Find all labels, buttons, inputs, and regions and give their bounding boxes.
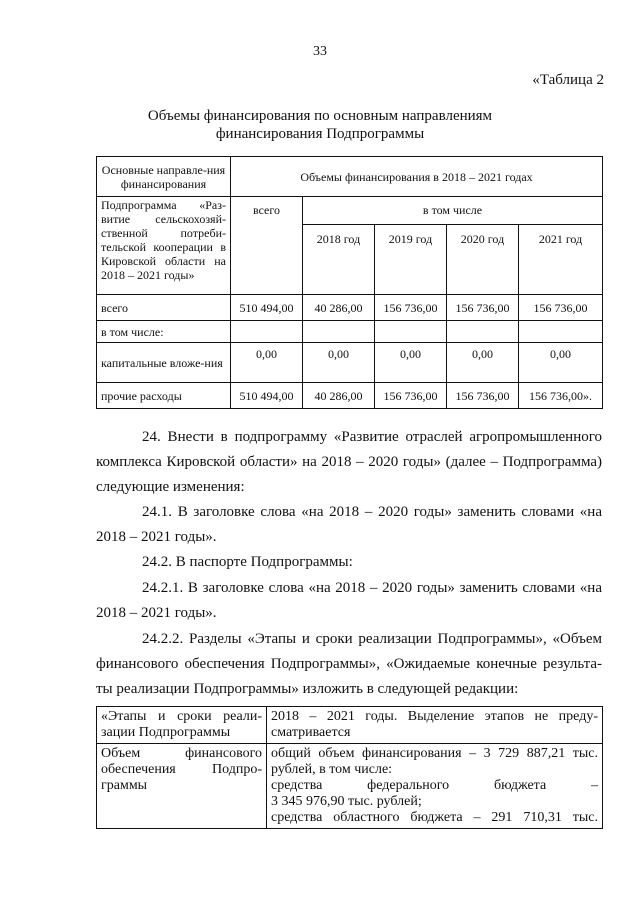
heading-line-2: финансирования Подпрограммы	[215, 126, 425, 142]
paragraph-24-2-1	[96, 576, 602, 626]
heading-line-1: Объемы финансирования по основным направлениям	[147, 108, 493, 124]
text-line: 24.2.2. Разделы «Этапы и сроки реализации Подпрограммы», «Объем	[142, 631, 602, 647]
row-label: всего	[97, 295, 231, 321]
year-header: 2018 год	[303, 225, 375, 295]
cell-value: 510 494,00	[231, 383, 303, 409]
funding-value	[267, 744, 603, 829]
cell-value: 156 736,00	[519, 295, 603, 321]
cell-value: 0,00	[303, 343, 375, 383]
subprogram-name: Подпрограмма «Раз-витие сельскохозяй-ственной потреби-тельской кооперации в Кировской области на 2018 – 2021 годы»	[97, 197, 231, 295]
text-line: рублей, в том числе:	[271, 762, 393, 777]
text-line: средства федерального бюджета –	[271, 778, 598, 793]
cell-value: 0,00	[519, 343, 603, 383]
stages-value: 2018 – 2021 годы. Выделение этапов не преду-сматривается	[267, 707, 603, 744]
cell-value: 0,00	[231, 343, 303, 383]
text-line: 24. Внести в подпрограмму «Развитие отраслей агропромышленного	[142, 429, 602, 445]
text-line: комплекса Кировской области» на 2018 – 2020 годы» (далее – Подпрограмма)	[96, 454, 602, 470]
cell-value: 156 736,00	[447, 383, 519, 409]
col-total-header: всего	[231, 197, 303, 295]
text-line: 2018 – 2021 годы».	[96, 605, 217, 621]
cell-value: 40 286,00	[303, 295, 375, 321]
year-header: 2019 год	[375, 225, 447, 295]
row-label: прочие расходы	[97, 383, 231, 409]
table-row	[97, 321, 603, 343]
page-number: 33	[313, 44, 327, 59]
row-label: капитальные вложе-ния	[97, 343, 231, 383]
passport-table	[96, 706, 603, 829]
cell-value: 156 736,00	[375, 295, 447, 321]
stages-label: «Этапы и сроки реали-зации Подпрограммы	[97, 707, 267, 744]
cell-value: 156 736,00».	[519, 383, 603, 409]
text-line: общий объем финансирования – 3 729 887,21 тыс.	[271, 746, 598, 761]
cell-value: 0,00	[447, 343, 519, 383]
paragraph-24-2-2	[96, 627, 602, 702]
paragraph-24-2	[142, 550, 602, 575]
paragraph-24-1	[96, 500, 602, 550]
row-label: в том числе:	[97, 321, 231, 343]
year-header: 2021 год	[519, 225, 603, 295]
col-including-header: в том числе	[303, 197, 603, 225]
cell-value: 156 736,00	[447, 295, 519, 321]
table-row	[97, 383, 603, 409]
table-row	[97, 343, 603, 383]
text-line: финансового обеспечения Подпрограммы», «Ожидаемые конечные результа-	[96, 656, 602, 672]
year-header: 2020 год	[447, 225, 519, 295]
text-line: 24.2.1. В заголовке слова «на 2018 – 2020 годы» заменить словами «на	[142, 580, 602, 596]
table-label: «Таблица 2	[532, 72, 604, 88]
text-line: 2018 – 2021 годы».	[96, 529, 217, 545]
financing-table	[96, 156, 603, 409]
paragraph-24	[96, 425, 602, 500]
text-line: 3 345 976,90 тыс. рублей;	[271, 794, 422, 809]
header-volumes: Объемы финансирования в 2018 – 2021 годах	[231, 157, 603, 197]
text-line: ты реализации Подпрограммы» изложить в следующей редакции:	[96, 681, 519, 697]
cell-value: 0,00	[375, 343, 447, 383]
cell-value: 156 736,00	[375, 383, 447, 409]
header-directions: Основные направле-ния финансирования	[97, 157, 231, 197]
text-line: 24.1. В заголовке слова «на 2018 – 2020 годы» заменить словами «на	[142, 504, 602, 520]
text-line: следующие изменения:	[96, 479, 245, 495]
cell-value: 510 494,00	[231, 295, 303, 321]
table-row	[97, 707, 603, 744]
text-line: средства областного бюджета – 291 710,31 тыс.	[271, 810, 598, 825]
table-row	[97, 744, 603, 829]
table-row	[97, 295, 603, 321]
cell-value: 40 286,00	[303, 383, 375, 409]
text-line: 24.2. В паспорте Подпрограммы:	[142, 554, 353, 570]
funding-label: Объем финансового обеспечения Подпро-граммы	[97, 744, 267, 829]
table-heading	[0, 107, 640, 143]
